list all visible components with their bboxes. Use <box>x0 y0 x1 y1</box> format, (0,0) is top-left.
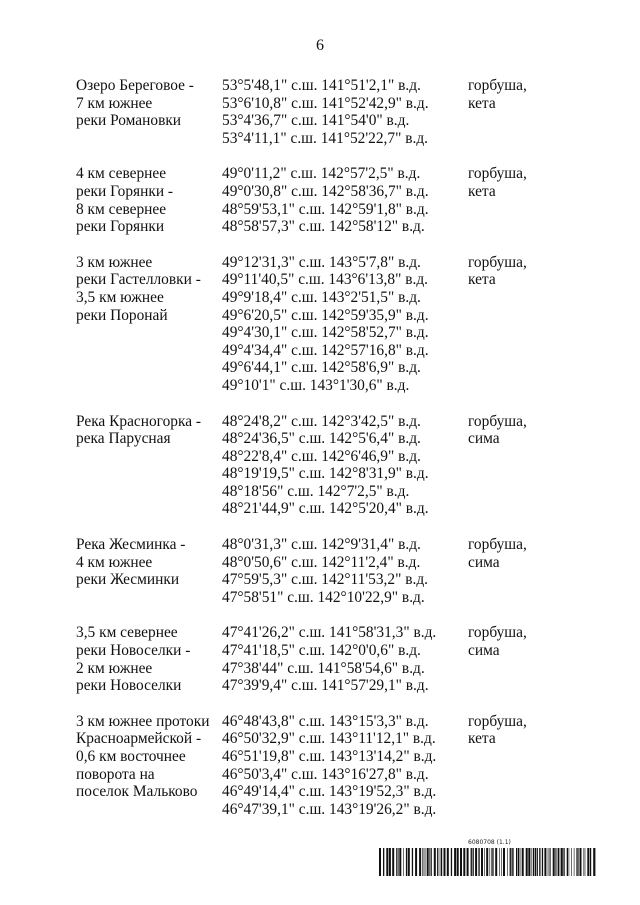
species-cell <box>468 713 556 819</box>
species-cell <box>468 165 556 235</box>
coordinate-text: 49°6'20,5" с.ш. 142°59'35,9" в.д. <box>222 306 429 324</box>
coordinate-text: 48°0'31,3" с.ш. 142°9'31,4" в.д. <box>222 536 421 554</box>
coordinate-text: 48°24'8,2" с.ш. 142°3'42,5" в.д. <box>222 412 421 430</box>
species-text: кета <box>468 730 496 748</box>
coordinate-text: 46°50'32,9" с.ш. 143°11'12,1" в.д. <box>222 730 436 748</box>
coordinate-text: 47°59'5,3" с.ш. 142°11'53,2" в.д. <box>222 571 428 589</box>
area-cell <box>76 624 222 694</box>
species-text: кета <box>468 271 496 289</box>
coordinate-text: 49°0'11,2" с.ш. 142°57'2,5" в.д. <box>222 165 421 183</box>
coordinates-cell <box>222 413 468 519</box>
coordinate-text: 48°59'53,1" с.ш. 142°59'1,8" в.д. <box>222 200 429 218</box>
area-cell <box>76 713 222 819</box>
species-text: горбуша, <box>468 712 527 730</box>
species-text: сима <box>468 553 500 571</box>
area-text: реки Поронай <box>76 306 168 324</box>
area-text: река Парусная <box>76 430 171 448</box>
area-text: реки Гастелловки - <box>76 271 201 289</box>
species-cell <box>468 624 556 694</box>
coordinate-text: 49°12'31,3" с.ш. 143°5'7,8" в.д. <box>222 253 421 271</box>
coordinate-text: 47°38'44" с.ш. 141°58'54,6" в.д. <box>222 659 425 677</box>
coordinate-text: 53°4'36,7" с.ш. 141°54'0" в.д. <box>222 112 410 130</box>
coordinate-text: 47°41'26,2" с.ш. 141°58'31,3" в.д. <box>222 624 437 642</box>
coordinate-text: 46°51'19,8" с.ш. 143°13'14,2" в.д. <box>222 748 437 765</box>
coordinates-cell <box>222 536 468 606</box>
table-row <box>76 254 556 395</box>
table-row <box>76 536 556 606</box>
table-row <box>76 624 556 694</box>
species-text: кета <box>468 182 496 200</box>
coordinate-text: 48°58'57,3" с.ш. 142°58'12" в.д. <box>222 218 425 236</box>
coordinate-text: 46°48'43,8" с.ш. 143°15'3,3" в.д. <box>222 712 429 730</box>
area-text: поворота на <box>76 765 155 783</box>
fishing-areas-table <box>76 77 556 836</box>
species-text: горбуша, <box>468 77 527 94</box>
area-text: реки Горянки <box>76 218 165 236</box>
coordinate-text: 46°50'3,4" с.ш. 143°16'27,8" в.д. <box>222 765 429 783</box>
area-text: поселок Мальково <box>76 783 198 801</box>
barcode-icon <box>378 848 597 876</box>
area-text: реки Новоселки - <box>76 642 191 660</box>
species-text: горбуша, <box>468 536 527 554</box>
coordinate-text: 47°39'9,4" с.ш. 141°57'29,1" в.д. <box>222 677 429 695</box>
area-text: 4 км южнее <box>76 553 153 571</box>
area-cell <box>76 165 222 235</box>
coordinates-cell <box>222 254 468 395</box>
coordinate-text: 48°24'36,5" с.ш. 142°5'6,4" в.д. <box>222 430 421 448</box>
coordinate-text: 47°58'51" с.ш. 142°10'22,9" в.д. <box>222 588 425 606</box>
coordinate-text: 48°0'50,6" с.ш. 142°11'2,4" в.д. <box>222 553 421 571</box>
area-text: 7 км южнее <box>76 94 153 112</box>
area-cell <box>76 536 222 606</box>
table-row <box>76 413 556 519</box>
coordinate-text: 48°21'44,9" с.ш. 142°5'20,4" в.д. <box>222 500 429 518</box>
area-text: 3 км южнее протоки <box>76 712 210 730</box>
species-cell <box>468 77 556 147</box>
coordinate-text: 49°9'18,4" с.ш. 143°2'51,5" в.д. <box>222 288 421 306</box>
area-cell <box>76 413 222 519</box>
table-row <box>76 165 556 235</box>
area-text: Река Красногорка - <box>76 412 202 430</box>
area-text: 0,6 км восточнее <box>76 748 186 765</box>
species-text: горбуша, <box>468 165 527 183</box>
coordinate-text: 49°0'30,8" с.ш. 142°58'36,7" в.д. <box>222 182 429 200</box>
species-cell <box>468 536 556 606</box>
area-text: Река Жесминка - <box>76 536 186 554</box>
document-code: 6080708 (1.1) <box>468 839 511 846</box>
coordinate-text: 49°6'44,1" с.ш. 142°58'6,9" в.д. <box>222 359 421 377</box>
table-row <box>76 77 556 147</box>
species-cell <box>468 254 556 395</box>
coordinate-text: 49°4'34,4" с.ш. 142°57'16,8" в.д. <box>222 341 429 359</box>
page-number: 6 <box>316 37 324 54</box>
coordinate-text: 48°22'8,4" с.ш. 142°6'46,9" в.д. <box>222 447 421 465</box>
area-text: реки Новоселки <box>76 677 182 695</box>
species-text: горбуша, <box>468 253 527 271</box>
coordinate-text: 49°11'40,5" с.ш. 143°6'13,8" в.д. <box>222 271 428 289</box>
coordinates-cell <box>222 77 468 147</box>
area-text: 8 км севернее <box>76 200 167 218</box>
species-text: сима <box>468 642 500 660</box>
coordinate-text: 46°47'39,1" с.ш. 143°19'26,2" в.д. <box>222 800 437 818</box>
area-text: Красноармейской - <box>76 730 202 748</box>
area-text: 4 км севернее <box>76 165 167 183</box>
coordinate-text: 53°6'10,8" с.ш. 141°52'42,9" в.д. <box>222 94 429 112</box>
coordinates-cell <box>222 713 468 819</box>
species-text: сима <box>468 430 500 448</box>
coordinate-text: 47°41'18,5" с.ш. 142°0'0,6" в.д. <box>222 642 421 660</box>
coordinate-text: 46°49'14,4" с.ш. 143°19'52,3" в.д. <box>222 783 437 801</box>
coordinate-text: 48°18'56" с.ш. 142°7'2,5" в.д. <box>222 482 410 500</box>
area-text: реки Романовки <box>76 112 182 130</box>
species-cell <box>468 413 556 519</box>
coordinate-text: 53°4'11,1" с.ш. 141°52'22,7" в.д. <box>222 129 428 147</box>
table-row <box>76 713 556 819</box>
coordinate-text: 49°4'30,1" с.ш. 142°58'52,7" в.д. <box>222 324 429 342</box>
area-cell <box>76 254 222 395</box>
area-text: 3,5 км южнее <box>76 288 164 306</box>
area-text: Озеро Береговое - <box>76 77 194 94</box>
species-text: горбуша, <box>468 624 527 642</box>
area-text: реки Горянки - <box>76 182 174 200</box>
species-text: горбуша, <box>468 412 527 430</box>
coordinates-cell <box>222 165 468 235</box>
area-text: 3 км южнее <box>76 253 153 271</box>
area-cell <box>76 77 222 147</box>
species-text: кета <box>468 94 496 112</box>
coordinate-text: 49°10'1" с.ш. 143°1'30,6" в.д. <box>222 376 410 394</box>
area-text: 2 км южнее <box>76 659 153 677</box>
coordinates-cell <box>222 624 468 694</box>
coordinate-text: 48°19'19,5" с.ш. 142°8'31,9" в.д. <box>222 465 429 483</box>
area-text: реки Жесминки <box>76 571 180 589</box>
coordinate-text: 53°5'48,1" с.ш. 141°51'2,1" в.д. <box>222 77 421 94</box>
area-text: 3,5 км севернее <box>76 624 178 642</box>
